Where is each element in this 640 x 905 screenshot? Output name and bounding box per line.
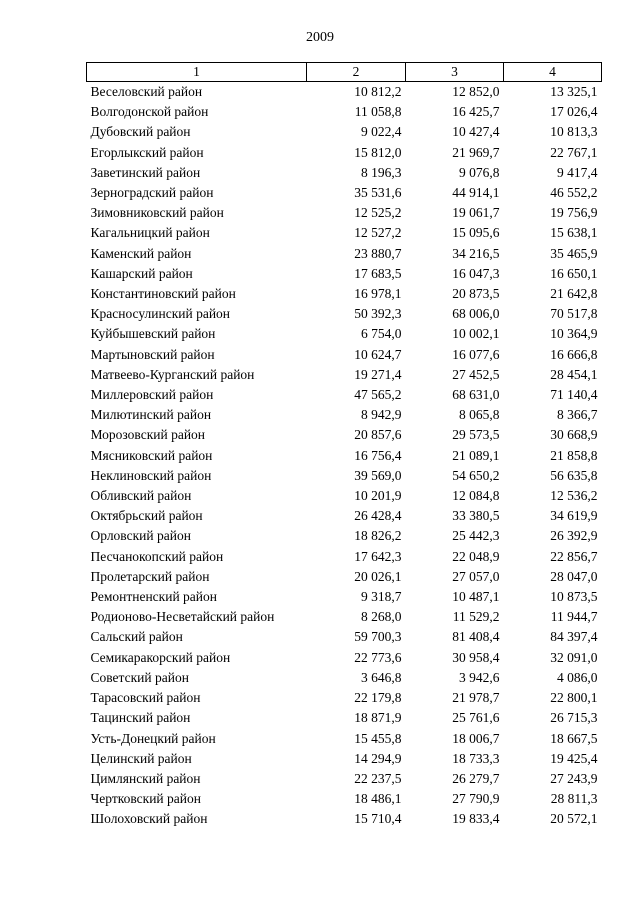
table-row: [87, 607, 602, 627]
value-cell-col2: 8 196,3: [361, 164, 402, 180]
district-name-cell: Константиновский район: [90, 286, 236, 302]
value-cell-col3: 10 487,1: [452, 589, 500, 605]
district-name-cell: Чертковский район: [90, 791, 201, 807]
value-cell-col4: 20 572,1: [550, 811, 598, 827]
value-cell-col4: 28 454,1: [550, 366, 598, 382]
district-name-cell: Песчанокопский район: [90, 548, 224, 564]
table-row: [87, 526, 602, 546]
district-name-cell: Егорлыкский район: [90, 144, 204, 160]
value-cell-col3: 68 006,0: [452, 306, 500, 322]
district-name-cell: Зерноградский район: [90, 185, 214, 201]
value-cell-col3: 27 790,9: [452, 791, 500, 807]
table-row: [87, 466, 602, 486]
column-header-1: 1: [87, 63, 307, 82]
value-cell-col3: 25 442,3: [452, 528, 500, 544]
table-row: [87, 223, 602, 243]
district-name-cell: Усть-Донецкий район: [90, 730, 216, 746]
table-row: [87, 547, 602, 567]
value-cell-col4: 70 517,8: [550, 306, 598, 322]
value-cell-col4: 28 047,0: [550, 568, 598, 584]
value-cell-col2: 17 683,5: [354, 265, 402, 281]
value-cell-col4: 10 364,9: [550, 326, 598, 342]
district-name-cell: Морозовский район: [90, 427, 206, 443]
value-cell-col4: 34 619,9: [550, 508, 598, 524]
value-cell-col4: 22 856,7: [550, 548, 598, 564]
value-cell-col4: 21 642,8: [550, 286, 598, 302]
value-cell-col4: 28 811,3: [550, 791, 598, 807]
value-cell-col4: 10 873,5: [550, 589, 598, 605]
district-name-cell: Матвеево-Курганский район: [90, 366, 255, 382]
table-row: [87, 304, 602, 324]
district-name-cell: Семикаракорский район: [90, 649, 231, 665]
district-name-cell: Волгодонской район: [90, 104, 209, 120]
value-cell-col2: 22 237,5: [354, 770, 402, 786]
value-cell-col3: 10 002,1: [452, 326, 500, 342]
district-name-cell: Целинский район: [90, 750, 192, 766]
table-row: [87, 385, 602, 405]
value-cell-col3: 34 216,5: [452, 245, 500, 261]
table-row: [87, 345, 602, 365]
value-cell-col4: 16 650,1: [550, 265, 598, 281]
value-cell-col2: 18 871,9: [354, 710, 402, 726]
value-cell-col4: 12 536,2: [550, 488, 598, 504]
value-cell-col3: 8 065,8: [459, 407, 500, 423]
table-row: [87, 567, 602, 587]
value-cell-col4: 71 140,4: [550, 387, 598, 403]
value-cell-col3: 21 969,7: [452, 144, 500, 160]
value-cell-col2: 50 392,3: [354, 306, 402, 322]
value-cell-col4: 30 668,9: [550, 427, 598, 443]
value-cell-col2: 16 978,1: [354, 286, 402, 302]
value-cell-col3: 27 057,0: [452, 568, 500, 584]
district-name-cell: Мартыновский район: [90, 346, 215, 362]
district-name-cell: Милютинский район: [90, 407, 212, 423]
value-cell-col3: 33 380,5: [452, 508, 500, 524]
value-cell-col3: 9 076,8: [459, 164, 500, 180]
value-cell-col2: 16 756,4: [354, 447, 402, 463]
table-row: [87, 102, 602, 122]
table-row: [87, 143, 602, 163]
header-row: [87, 63, 602, 82]
table-row: [87, 405, 602, 425]
table-row: [87, 425, 602, 445]
value-cell-col4: 8 366,7: [557, 407, 598, 423]
table-row: [87, 324, 602, 344]
table-row: [87, 769, 602, 789]
district-name-cell: Советский район: [90, 669, 189, 685]
value-cell-col3: 21 978,7: [452, 690, 500, 706]
value-cell-col3: 3 942,6: [459, 669, 500, 685]
value-cell-col2: 12 525,2: [354, 205, 402, 221]
table-row: [87, 668, 602, 688]
value-cell-col3: 12 084,8: [452, 488, 500, 504]
table-row: [87, 729, 602, 749]
column-header-3: 3: [406, 63, 504, 82]
district-name-cell: Тарасовский район: [90, 690, 201, 706]
table-row: [87, 749, 602, 769]
value-cell-col2: 8 268,0: [361, 609, 402, 625]
column-header-2: 2: [307, 63, 406, 82]
value-cell-col2: 22 773,6: [354, 649, 402, 665]
district-name-cell: Тацинский район: [90, 710, 191, 726]
value-cell-col3: 54 650,2: [452, 467, 500, 483]
value-cell-col4: 16 666,8: [550, 346, 598, 362]
value-cell-col4: 13 325,1: [550, 84, 598, 99]
value-cell-col3: 15 095,6: [452, 225, 500, 241]
value-cell-col2: 23 880,7: [354, 245, 402, 261]
value-cell-col2: 3 646,8: [361, 669, 402, 685]
value-cell-col2: 20 026,1: [354, 568, 402, 584]
district-name-cell: Родионово-Несветайский район: [90, 609, 275, 625]
table-row: [87, 708, 602, 728]
value-cell-col2: 47 565,2: [354, 387, 402, 403]
value-cell-col2: 19 271,4: [354, 366, 402, 382]
district-name-cell: Куйбышевский район: [90, 326, 216, 342]
district-name-cell: Кашарский район: [90, 265, 193, 281]
table-row: [87, 244, 602, 264]
value-cell-col2: 26 428,4: [354, 508, 402, 524]
value-cell-col4: 35 465,9: [550, 245, 598, 261]
value-cell-col2: 9 318,7: [361, 589, 402, 605]
district-name-cell: Заветинский район: [90, 164, 201, 180]
value-cell-col4: 9 417,4: [557, 164, 598, 180]
table-row: [87, 446, 602, 466]
value-cell-col4: 4 086,0: [557, 669, 598, 685]
value-cell-col3: 81 408,4: [452, 629, 500, 645]
value-cell-col3: 26 279,7: [452, 770, 500, 786]
district-name-cell: Сальский район: [90, 629, 183, 645]
district-name-cell: Обливский район: [90, 488, 192, 504]
value-cell-col2: 15 710,4: [354, 811, 402, 827]
value-cell-col2: 10 812,2: [354, 84, 402, 99]
value-cell-col3: 10 427,4: [452, 124, 500, 140]
table-body: [87, 82, 602, 830]
value-cell-col2: 10 624,7: [354, 346, 402, 362]
value-cell-col3: 27 452,5: [452, 366, 500, 382]
value-cell-col4: 19 756,9: [550, 205, 598, 221]
district-name-cell: Орловский район: [90, 528, 191, 544]
value-cell-col3: 30 958,4: [452, 649, 500, 665]
value-cell-col2: 17 642,3: [354, 548, 402, 564]
value-cell-col2: 12 527,2: [354, 225, 402, 241]
district-name-cell: Дубовский район: [90, 124, 191, 140]
value-cell-col3: 29 573,5: [452, 427, 500, 443]
table-row: [87, 284, 602, 304]
table-row: [87, 809, 602, 829]
table-row: [87, 203, 602, 223]
district-name-cell: Неклиновский район: [90, 467, 212, 483]
value-cell-col4: 26 392,9: [550, 528, 598, 544]
value-cell-col3: 18 006,7: [452, 730, 500, 746]
value-cell-col3: 25 761,6: [452, 710, 500, 726]
value-cell-col4: 32 091,0: [550, 649, 598, 665]
value-cell-col2: 10 201,9: [354, 488, 402, 504]
district-name-cell: Пролетарский район: [90, 568, 210, 584]
table-row: [87, 82, 602, 103]
value-cell-col3: 16 425,7: [452, 104, 500, 120]
value-cell-col4: 21 858,8: [550, 447, 598, 463]
value-cell-col2: 14 294,9: [354, 750, 402, 766]
value-cell-col4: 15 638,1: [550, 225, 598, 241]
value-cell-col3: 44 914,1: [452, 185, 500, 201]
value-cell-col3: 19 061,7: [452, 205, 500, 221]
table-header: [87, 63, 602, 82]
value-cell-col2: 6 754,0: [361, 326, 402, 342]
value-cell-col2: 18 486,1: [354, 791, 402, 807]
value-cell-col3: 68 631,0: [452, 387, 500, 403]
value-cell-col3: 16 047,3: [452, 265, 500, 281]
value-cell-col4: 56 635,8: [550, 467, 598, 483]
table-row: [87, 486, 602, 506]
page-number: 2009: [306, 30, 334, 45]
table-row: [87, 183, 602, 203]
value-cell-col2: 8 942,9: [361, 407, 402, 423]
table-row: [87, 163, 602, 183]
value-cell-col3: 18 733,3: [452, 750, 500, 766]
value-cell-col2: 11 058,8: [354, 104, 402, 120]
value-cell-col3: 16 077,6: [452, 346, 500, 362]
table-row: [87, 122, 602, 142]
value-cell-col3: 22 048,9: [452, 548, 500, 564]
value-cell-col3: 21 089,1: [452, 447, 500, 463]
value-cell-col2: 59 700,3: [354, 629, 402, 645]
district-name-cell: Кагальницкий район: [90, 225, 210, 241]
value-cell-col3: 20 873,5: [452, 286, 500, 302]
table-row: [87, 587, 602, 607]
district-name-cell: Ремонтненский район: [90, 589, 217, 605]
district-name-cell: Миллеровский район: [90, 387, 214, 403]
value-cell-col4: 19 425,4: [550, 750, 598, 766]
district-name-cell: Мясниковский район: [90, 447, 213, 463]
district-name-cell: Каменский район: [90, 245, 192, 261]
value-cell-col3: 11 529,2: [452, 609, 500, 625]
table-row: [87, 506, 602, 526]
value-cell-col4: 10 813,3: [550, 124, 598, 140]
value-cell-col2: 35 531,6: [354, 185, 402, 201]
table-row: [87, 648, 602, 668]
district-name-cell: Зимовниковский район: [90, 205, 224, 221]
value-cell-col4: 22 767,1: [550, 144, 598, 160]
value-cell-col4: 11 944,7: [550, 609, 598, 625]
value-cell-col4: 84 397,4: [550, 629, 598, 645]
value-cell-col4: 22 800,1: [550, 690, 598, 706]
value-cell-col2: 39 569,0: [354, 467, 402, 483]
value-cell-col4: 26 715,3: [550, 710, 598, 726]
value-cell-col4: 18 667,5: [550, 730, 598, 746]
table-row: [87, 789, 602, 809]
table-row: [87, 688, 602, 708]
table-row: [87, 264, 602, 284]
column-header-4: 4: [504, 63, 602, 82]
value-cell-col2: 18 826,2: [354, 528, 402, 544]
value-cell-col4: 27 243,9: [550, 770, 598, 786]
value-cell-col2: 9 022,4: [361, 124, 402, 140]
value-cell-col4: 17 026,4: [550, 104, 598, 120]
value-cell-col4: 46 552,2: [550, 185, 598, 201]
district-name-cell: Октябрьский район: [90, 508, 203, 524]
value-cell-col2: 20 857,6: [354, 427, 402, 443]
district-name-cell: Шолоховский район: [90, 811, 208, 827]
value-cell-col2: 15 455,8: [354, 730, 402, 746]
table-row: [87, 627, 602, 647]
district-name-cell: Цимлянский район: [90, 770, 201, 786]
value-cell-col2: 22 179,8: [354, 690, 402, 706]
value-cell-col3: 19 833,4: [452, 811, 500, 827]
value-cell-col3: 12 852,0: [452, 84, 500, 99]
value-cell-col2: 15 812,0: [354, 144, 402, 160]
table-row: [87, 365, 602, 385]
district-name-cell: Веселовский район: [90, 84, 203, 99]
district-name-cell: Красносулинский район: [90, 306, 231, 322]
district-table: [86, 62, 602, 830]
